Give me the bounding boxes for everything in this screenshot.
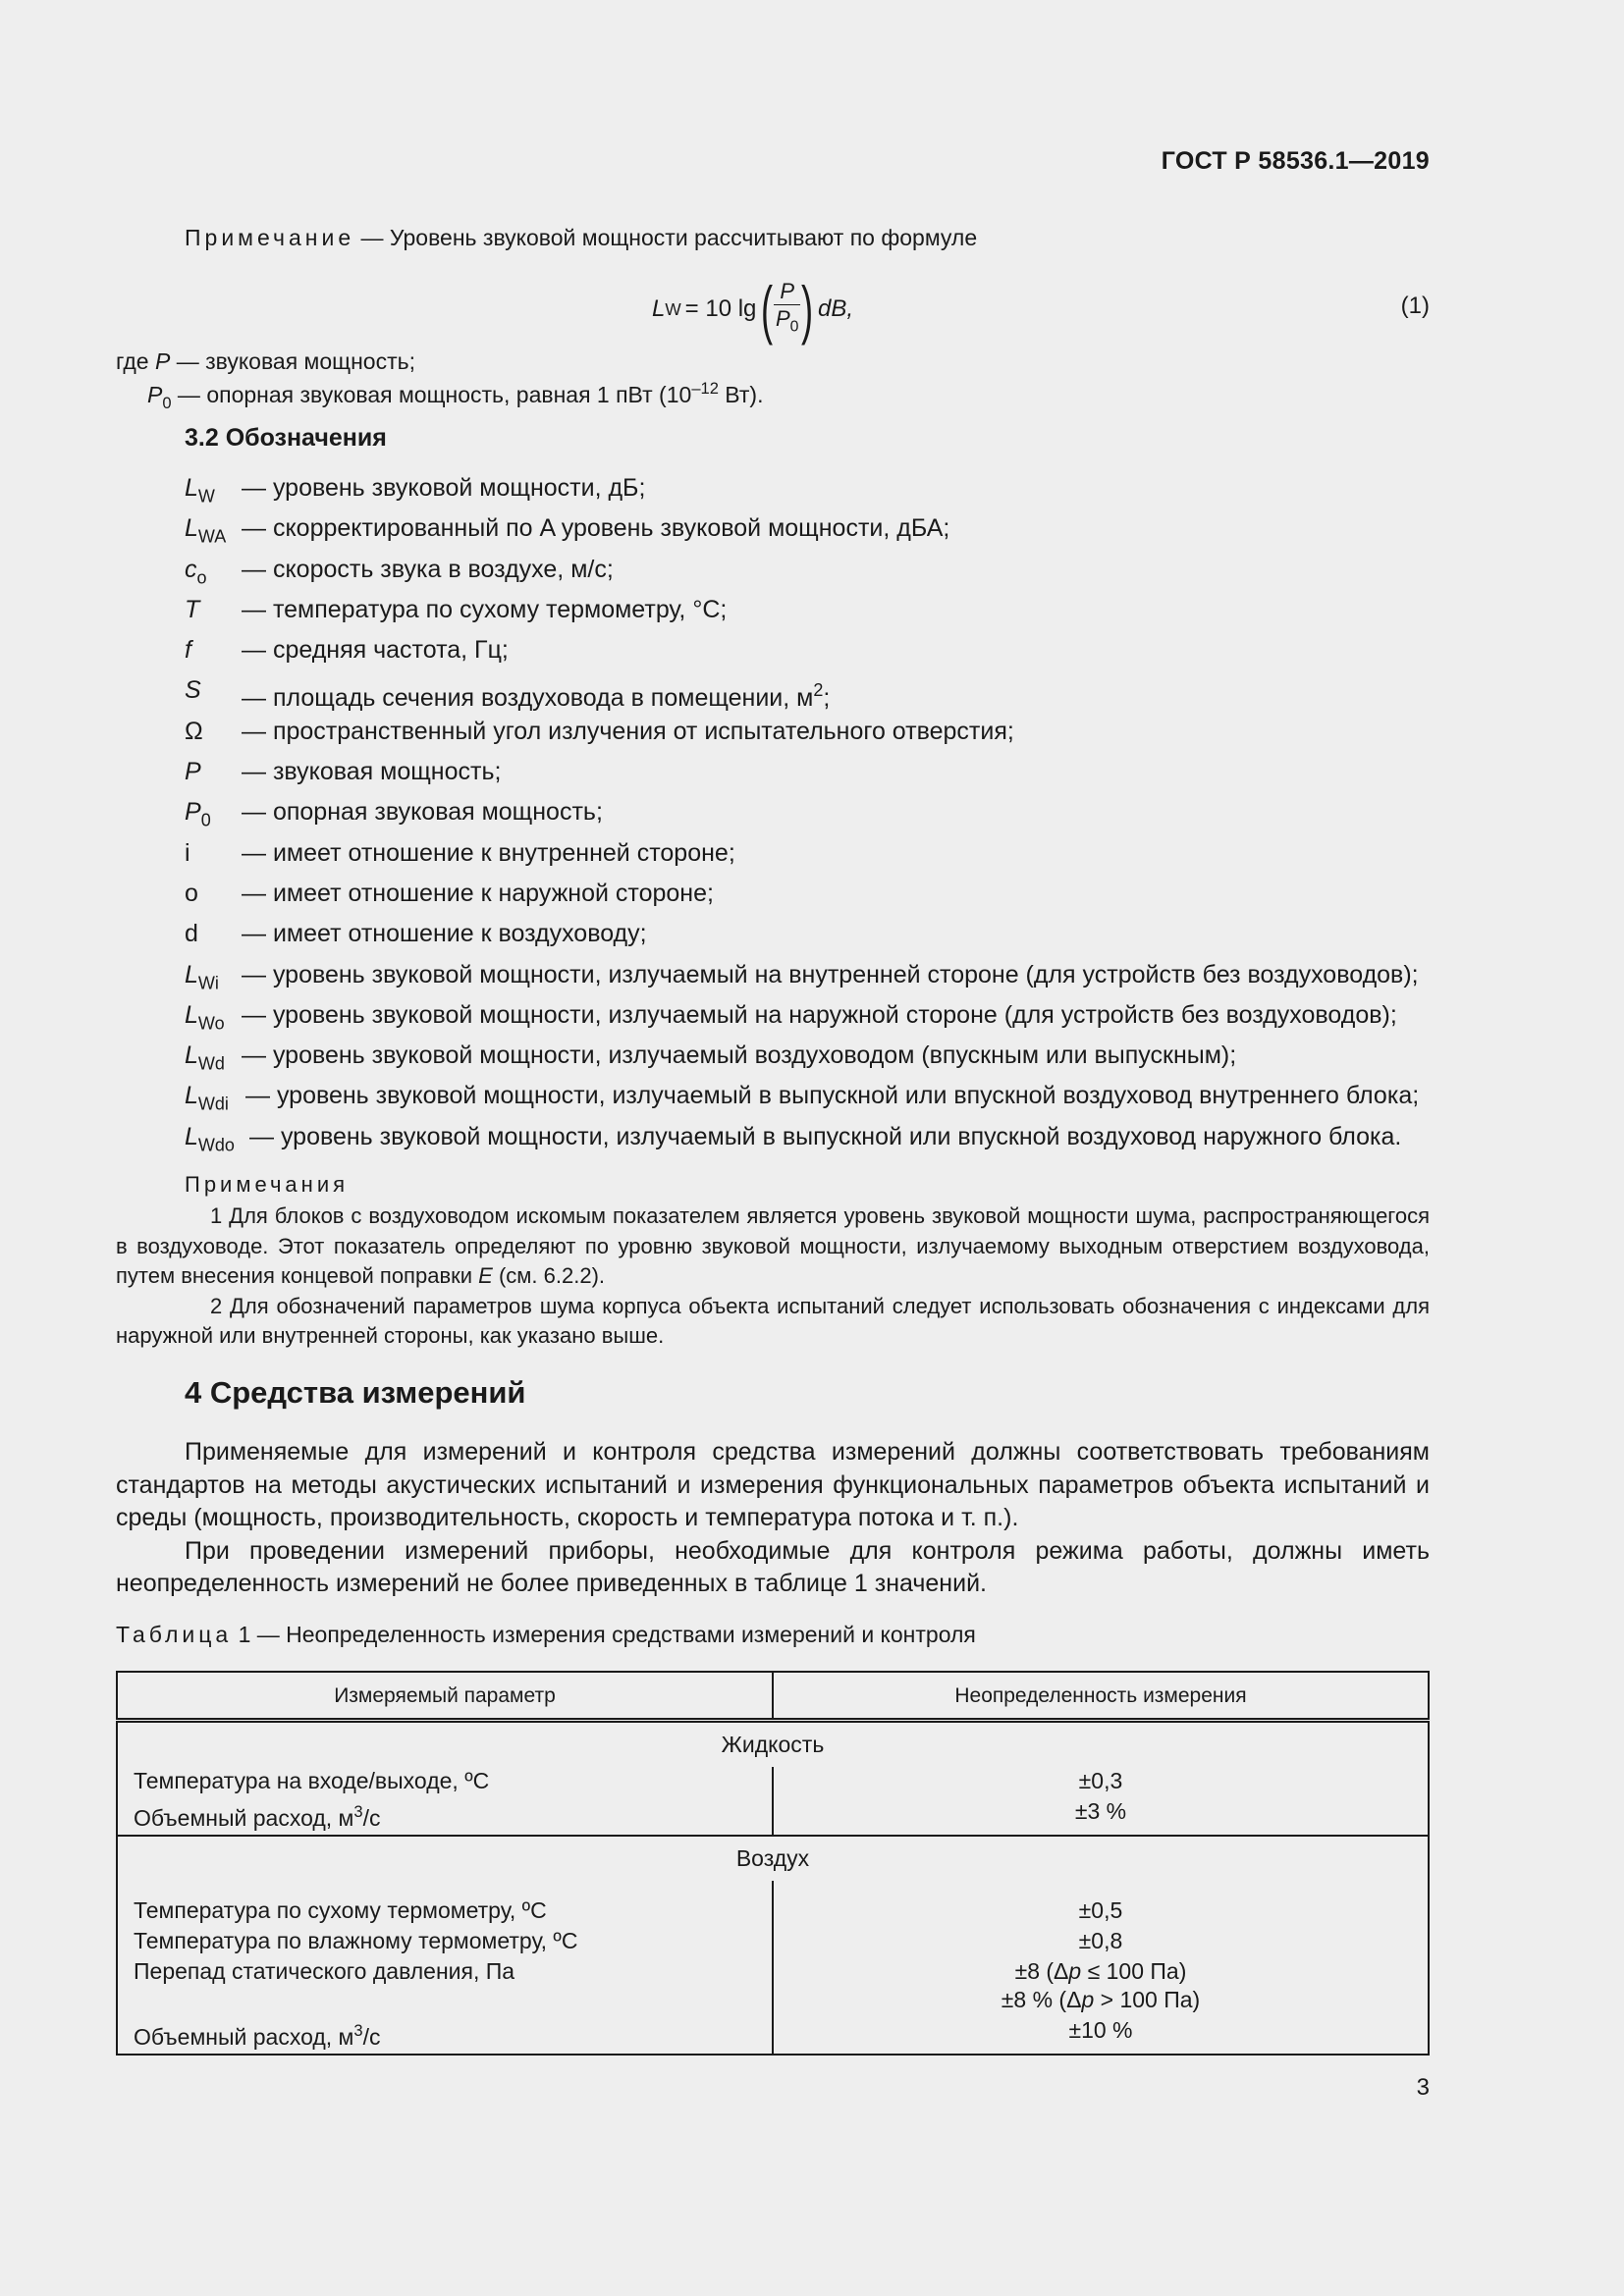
- symbol-row: [185, 1121, 1430, 1161]
- formula-eq: = 10 lg: [684, 295, 757, 322]
- formula-numerator: P: [774, 278, 800, 305]
- symbol-row: [185, 716, 1430, 756]
- symbol-row: [185, 1040, 1430, 1080]
- note-2: 2 Для обозначений параметров шума корпуса объекта испытаний следует использовать обозначения с индексами для наружной или внутренней стороны, как указано выше.: [116, 1293, 1430, 1348]
- symbol: S: [185, 676, 201, 705]
- table-row: [117, 1881, 1429, 1927]
- param-cell: Перепад статического давления, Па: [117, 1957, 773, 2016]
- symbol-desc: — имеет отношение к внутренней стороне;: [242, 838, 735, 867]
- symbol-row: [185, 594, 1430, 634]
- param-cell: Температура по влажному термометру, ºС: [117, 1927, 773, 1957]
- value-cell: ±10 %: [773, 2016, 1429, 2055]
- symbol: i: [185, 838, 190, 867]
- symbol-row: [185, 674, 1430, 715]
- document-code: ГОСТ Р 58536.1—2019: [1161, 147, 1430, 175]
- symbol: $L_{Wdi}$: [185, 1082, 229, 1114]
- symbol-row: [185, 1080, 1430, 1120]
- symbol: f: [185, 636, 191, 665]
- symbol: d: [185, 920, 198, 948]
- symbol-row: [185, 554, 1430, 594]
- formula-lhs: L: [652, 295, 666, 322]
- table-caption-text: 1 — Неопределенность измерения средствами измерений и контроля: [232, 1622, 976, 1647]
- value-line: ±8 % (Δp > 100 Па): [1001, 1987, 1201, 2013]
- symbol-row: [185, 756, 1430, 796]
- symbol-desc: — скорость звука в воздухе, м/с;: [242, 555, 614, 583]
- symbol: Ω: [185, 717, 203, 745]
- group-liquid: Жидкость: [117, 1721, 1429, 1768]
- formula-1: [652, 273, 854, 346]
- formula-den-sub: 0: [789, 318, 799, 336]
- section-4-paragraph-2: При проведении измерений приборы, необходимые для контроля режима работы, должны иметь неопределенность измерений не более приведенных в таблице 1 значений.: [116, 1536, 1430, 1597]
- formula-den-symbol: P: [775, 306, 790, 332]
- formula-lhs-sub: W: [665, 298, 681, 319]
- symbol-desc: — уровень звуковой мощности, излучаемый на внутренней стороне (для устройств без воздуховодов);: [242, 960, 1419, 988]
- where-sym-p0-sub: 0: [162, 393, 172, 412]
- notes-body: [116, 1201, 1430, 1352]
- symbol-desc: — уровень звуковой мощности, излучаемый воздуховодом (впускным или выпускным);: [242, 1041, 1237, 1070]
- symbol-desc: — средняя частота, Гц;: [242, 636, 509, 665]
- value-cell: [773, 1957, 1429, 2016]
- where-exponent: –12: [691, 379, 719, 398]
- where-text-2-end: Вт).: [718, 382, 764, 408]
- where-sym-p0: P: [147, 382, 163, 408]
- where-line-1: [116, 348, 415, 375]
- where-text-2: — опорная звуковая мощность, равная 1 пВт (10: [171, 382, 692, 408]
- note-1: 1 Для блоков с воздуховодом искомым показателем является уровень звуковой мощности шума, распространяющегося в воздуховоде. Этот показатель определяют по уровню звуковой мощности, излучаемому выходным отверстием воздуховода, путем внесения концевой поправки E (см. 6.2.2).: [116, 1203, 1430, 1288]
- where-text-1: — звуковая мощность;: [170, 348, 415, 374]
- symbol-desc: — температура по сухому термометру, °С;: [242, 595, 728, 623]
- section-3-2-heading: 3.2 Обозначения: [185, 424, 387, 452]
- symbol: $L_{Wdo}$: [185, 1122, 235, 1155]
- table-row: [117, 1767, 1429, 1797]
- table-row: [117, 1957, 1429, 2016]
- table-row: [117, 1797, 1429, 1836]
- param-cell: Объемный расход, $м^3/с$: [117, 1797, 773, 1836]
- symbol-desc: — звуковая мощность;: [242, 758, 502, 786]
- symbol-list: [185, 472, 1430, 1161]
- table-1: [116, 1671, 1430, 2056]
- table-row: [117, 2016, 1429, 2055]
- value-line: ±8 (Δp ≤ 100 Па): [1014, 1958, 1187, 1985]
- symbol-desc: — имеет отношение к воздуховоду;: [242, 920, 647, 948]
- group-air: Воздух: [117, 1836, 1429, 1881]
- value-cell: ±3 %: [773, 1797, 1429, 1836]
- symbol: $P_0$: [185, 798, 211, 830]
- symbol: $L_{Wi}$: [185, 960, 219, 992]
- note-label: Примечание: [185, 225, 355, 250]
- symbol: $L_W$: [185, 474, 215, 507]
- table-row: [117, 1927, 1429, 1957]
- formula-denominator: [776, 305, 799, 341]
- formula-fraction: [774, 278, 800, 341]
- symbol-desc: — уровень звуковой мощности, дБ;: [242, 474, 646, 502]
- where-line-2: [147, 379, 763, 413]
- symbol-desc: — скорректированный по A уровень звуковой мощности, дБА;: [242, 514, 950, 543]
- symbol-row: [185, 512, 1430, 553]
- symbol: $c_o$: [185, 555, 207, 587]
- where-sym-p: P: [154, 348, 171, 374]
- symbol: o: [185, 879, 198, 907]
- note-text: — Уровень звуковой мощности рассчитывают по формуле: [354, 225, 978, 250]
- symbol-desc: — уровень звуковой мощности, излучаемый в выпускной или впускной воздуховод внутреннего блока;: [245, 1082, 1420, 1110]
- formula-tail: dB,: [818, 295, 854, 322]
- symbol-desc: — опорная звуковая мощность;: [242, 798, 603, 827]
- formula-paren-right: ): [801, 273, 814, 346]
- symbol-row: [185, 472, 1430, 512]
- param-cell: Температура по сухому термометру, ºС: [117, 1881, 773, 1927]
- symbol-row: [185, 999, 1430, 1040]
- col-header-parameter: Измеряемый параметр: [117, 1672, 773, 1721]
- param-cell: Объемный расход, $м^3/с$: [117, 2016, 773, 2055]
- symbol-row: [185, 918, 1430, 958]
- symbol-row: [185, 837, 1430, 878]
- table-group-row: [117, 1721, 1429, 1768]
- symbol: P: [185, 758, 201, 786]
- table-caption-label: Таблица: [116, 1622, 233, 1647]
- where-prefix: где: [116, 348, 155, 374]
- col-header-uncertainty: Неопределенность измерения: [773, 1672, 1429, 1721]
- table-header-row: [117, 1672, 1429, 1721]
- param-cell: Температура на входе/выходе, ºС: [117, 1767, 773, 1797]
- symbol-desc: — площадь сечения воздуховода в помещении, $м^2$;: [242, 680, 831, 713]
- symbol: $L_{WA}$: [185, 514, 227, 547]
- symbol-desc: — имеет отношение к наружной стороне;: [242, 879, 714, 907]
- notes-heading: Примечания: [185, 1172, 350, 1197]
- symbol: $L_{Wd}$: [185, 1041, 225, 1074]
- formula-paren-left: (: [761, 273, 774, 346]
- value-cell: ±0,3: [773, 1767, 1429, 1797]
- table-1-caption: [116, 1622, 976, 1648]
- note-intro: [185, 225, 977, 251]
- symbol: T: [185, 595, 200, 623]
- value-cell: ±0,5: [773, 1881, 1429, 1927]
- symbol-row: [185, 959, 1430, 999]
- symbol-desc: — уровень звуковой мощности, излучаемый на наружной стороне (для устройств без воздуховодов);: [242, 1000, 1397, 1029]
- symbol-row: [185, 634, 1430, 674]
- section-4-paragraph-1: Применяемые для измерений и контроля средства измерений должны соответствовать требованиям стандартов на методы акустических испытаний и измерения функциональных параметров объекта испытаний и среды (мощность, производительность, скорость и температура потока и т. п.).: [116, 1438, 1430, 1531]
- symbol-row: [185, 796, 1430, 836]
- value-cell: ±0,8: [773, 1927, 1429, 1957]
- table-group-row: [117, 1836, 1429, 1881]
- formula-number: (1): [1400, 293, 1430, 319]
- section-4-body: [116, 1436, 1430, 1601]
- symbol-desc: — пространственный угол излучения от испытательного отверстия;: [242, 717, 1014, 745]
- section-4-heading: 4 Средства измерений: [185, 1375, 526, 1410]
- symbol: $L_{Wo}$: [185, 1000, 225, 1034]
- symbol-desc: — уровень звуковой мощности, излучаемый в выпускной или впускной воздуховод наружного блока.: [249, 1122, 1402, 1150]
- page-number: 3: [1416, 2074, 1430, 2101]
- symbol-row: [185, 878, 1430, 918]
